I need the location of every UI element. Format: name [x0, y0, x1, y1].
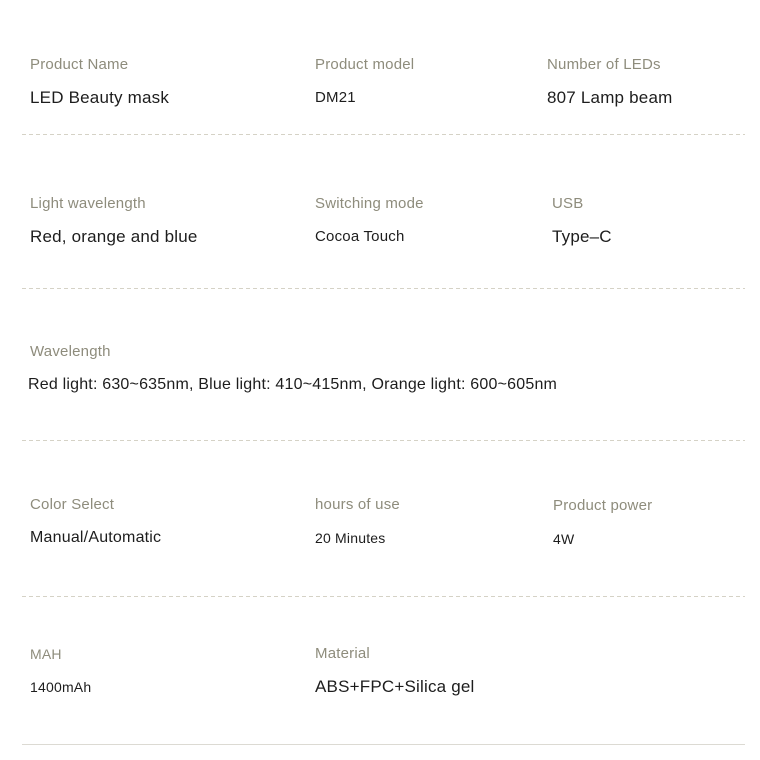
- row-divider: [22, 440, 745, 441]
- spec-value: 1400mAh: [30, 679, 92, 695]
- spec-label: USB: [552, 195, 584, 212]
- row-divider: [22, 288, 745, 289]
- spec-label: Color Select: [30, 496, 115, 513]
- spec-value: 20 Minutes: [315, 530, 386, 546]
- spec-label: Product model: [315, 56, 415, 73]
- spec-value: Red light: 630~635nm, Blue light: 410~415nm, Orange light: 600~605nm: [28, 376, 558, 393]
- spec-color-select: [30, 495, 161, 549]
- spec-switching-mode: [315, 194, 424, 248]
- spec-product-name: [30, 55, 169, 109]
- spec-usb: [552, 194, 612, 248]
- spec-number-of-leds: [547, 55, 672, 109]
- spec-label: Material: [315, 645, 370, 662]
- row-divider: [22, 134, 745, 135]
- spec-material: [315, 644, 475, 698]
- spec-label: Product power: [553, 497, 653, 514]
- spec-label: Switching mode: [315, 195, 424, 212]
- spec-label: Wavelength: [30, 343, 111, 360]
- spec-value: Manual/Automatic: [30, 529, 162, 546]
- spec-value: Type–C: [552, 227, 612, 246]
- spec-product-power: [553, 496, 652, 550]
- row-divider: [22, 596, 745, 597]
- spec-label: Product Name: [30, 56, 129, 73]
- spec-label: Number of LEDs: [547, 56, 661, 73]
- spec-product-model: [315, 55, 414, 109]
- spec-label: hours of use: [315, 496, 400, 513]
- spec-value: 4W: [553, 531, 575, 547]
- spec-wavelength: [28, 342, 557, 396]
- spec-value: DM21: [315, 89, 356, 106]
- spec-value: 807 Lamp beam: [547, 88, 673, 107]
- spec-value: Red, orange and blue: [30, 227, 198, 246]
- spec-mah: [30, 644, 91, 698]
- spec-label: MAH: [30, 646, 62, 662]
- bottom-divider: [22, 744, 745, 745]
- spec-label: Light wavelength: [30, 195, 146, 212]
- spec-light-wavelength: [30, 194, 198, 248]
- spec-value: LED Beauty mask: [30, 88, 170, 107]
- spec-value: Cocoa Touch: [315, 228, 405, 245]
- spec-hours-of-use: [315, 495, 400, 549]
- spec-value: ABS+FPC+Silica gel: [315, 677, 475, 696]
